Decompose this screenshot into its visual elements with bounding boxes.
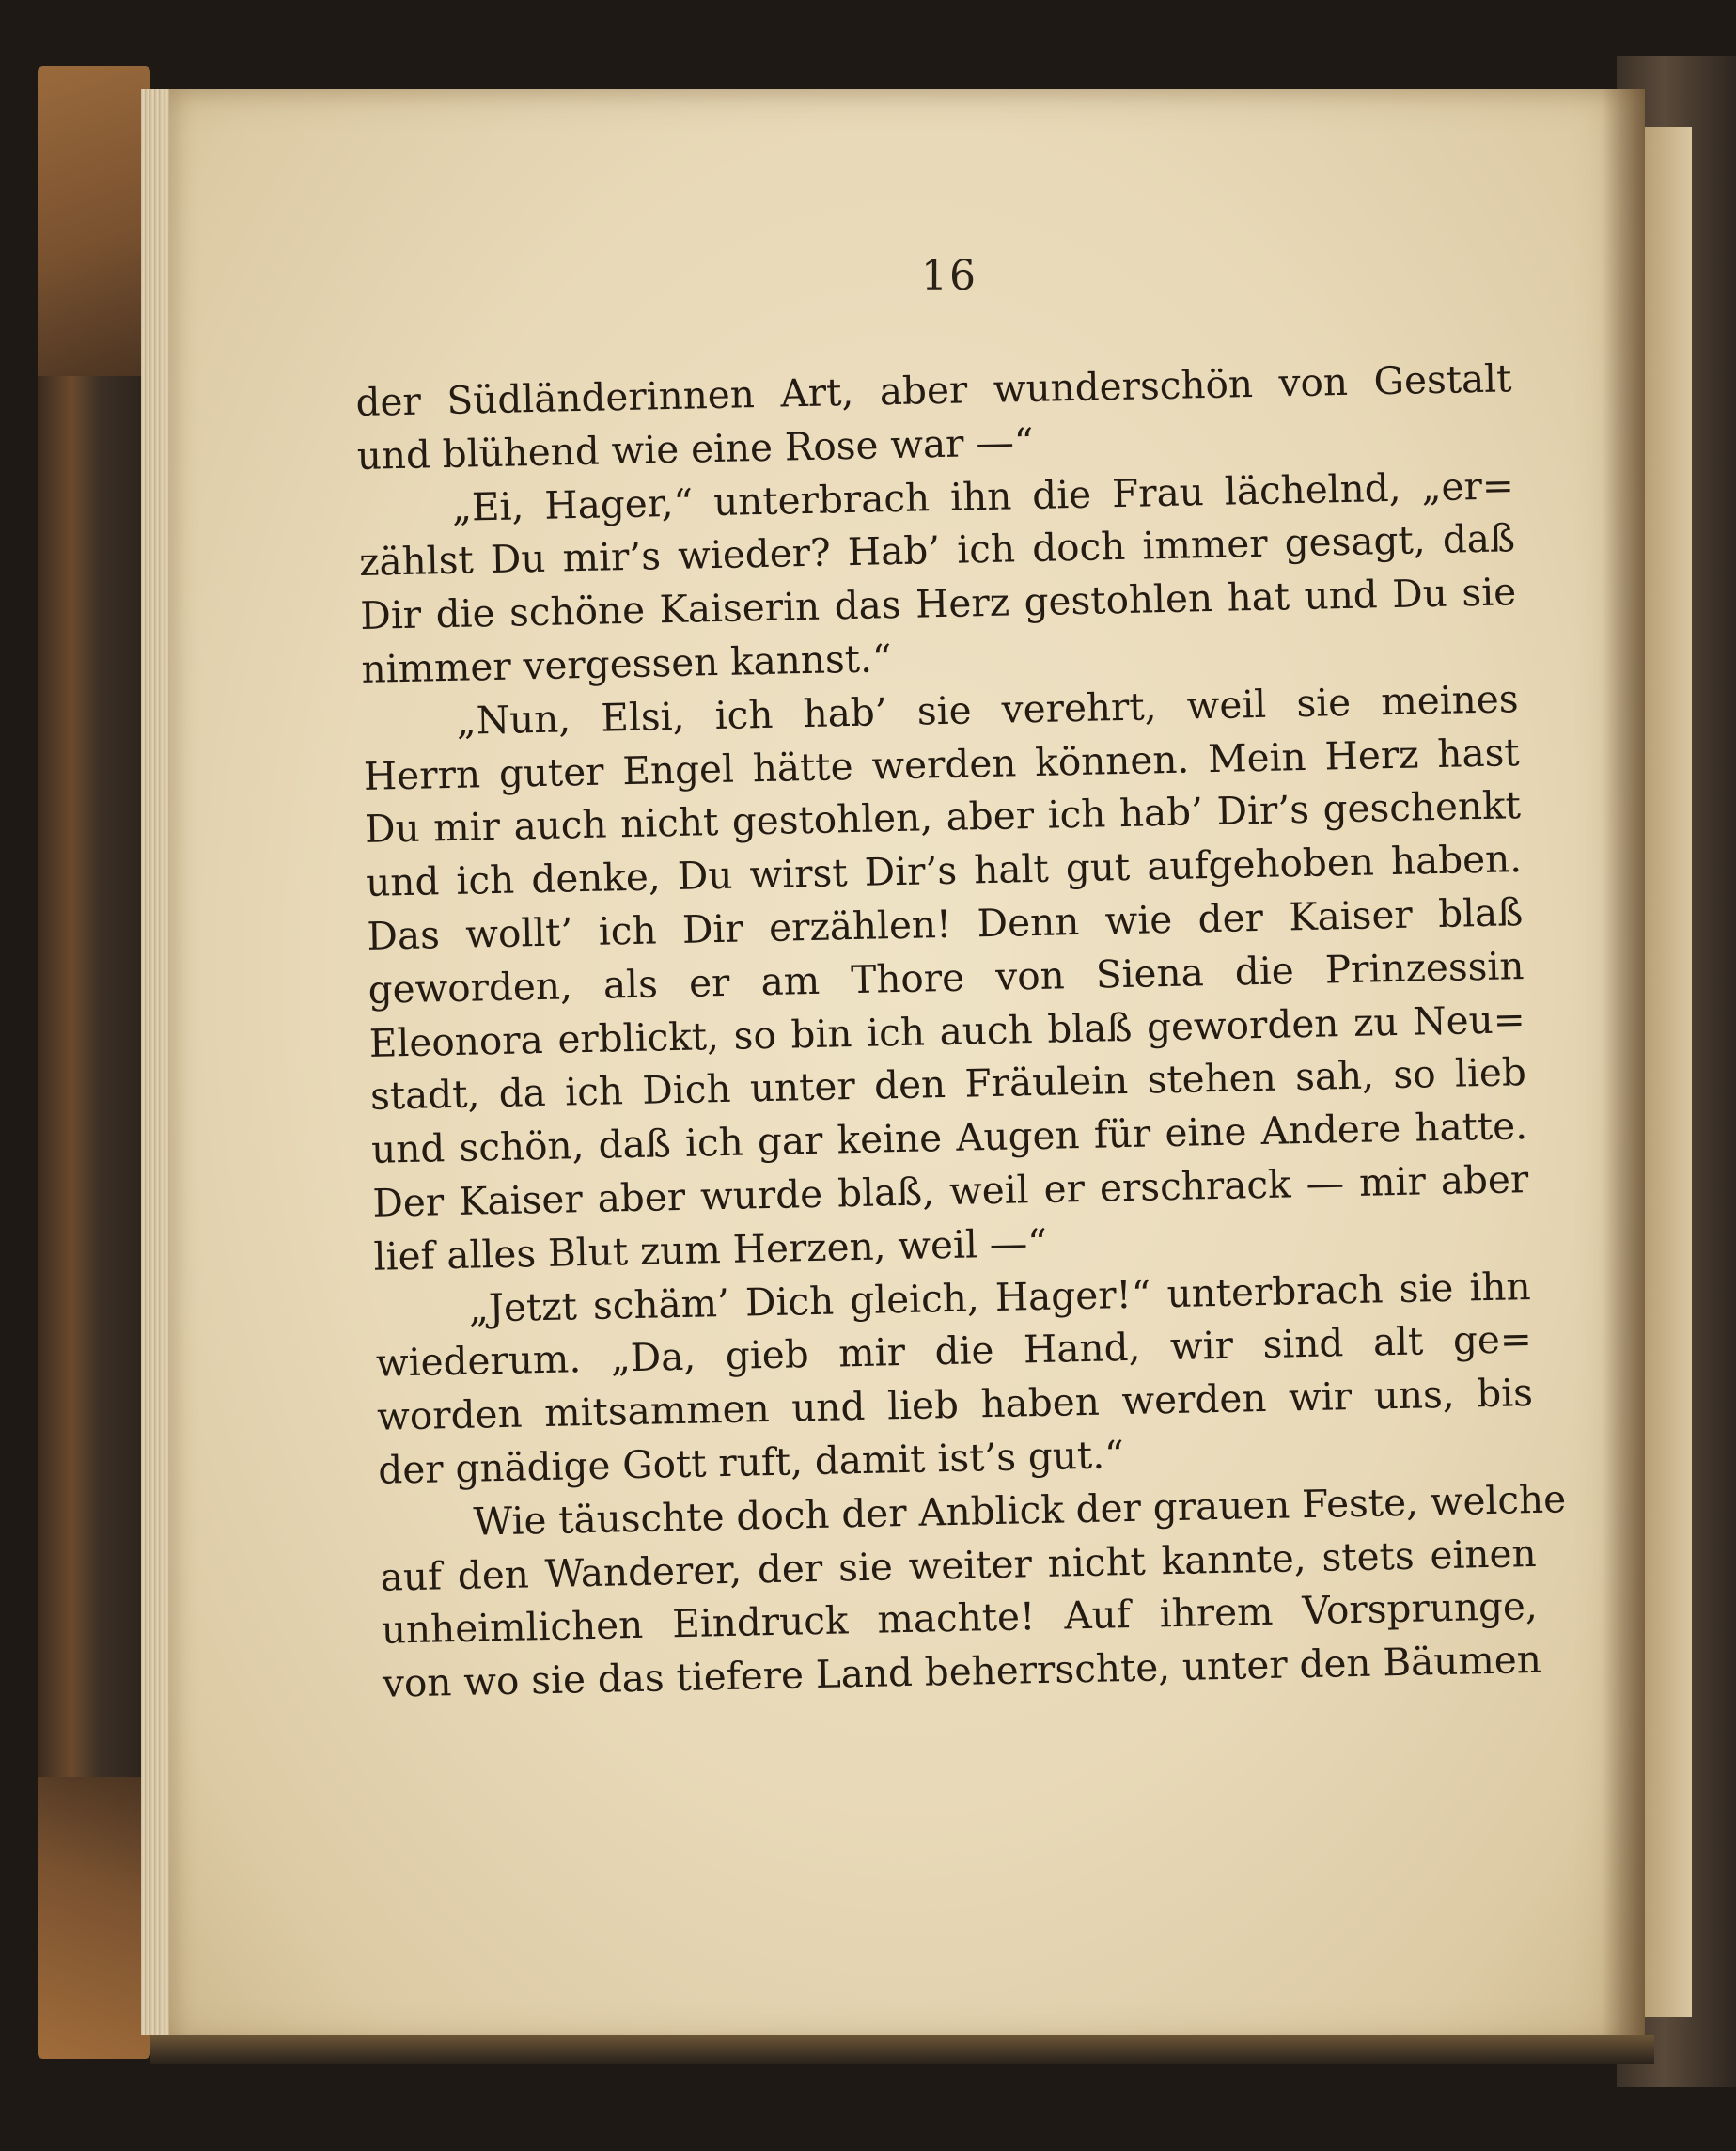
- text-line: Du mir auch nicht gestohlen, aber ich hab’ Dir’s geschenkt: [364, 782, 1522, 853]
- text-line: „Jetzt schäm’ Dich gleich, Hager!“ unterbrach sie ihn: [468, 1263, 1532, 1331]
- text-line: stadt, da ich Dich unter den Fräulein stehen sah, so lieb: [369, 1049, 1527, 1120]
- text-line: unheimlichen Eindruck machte! Auf ihrem Vorsprunge,: [381, 1583, 1539, 1654]
- text-line: auf den Wanderer, der sie weiter nicht kannte, stets einen: [380, 1530, 1537, 1600]
- text-line: Eleonora erblickt, so bin ich auch blaß geworden zu Neu=: [368, 996, 1526, 1066]
- text-line: „Ei, Hager,“ unterbrach ihn die Frau lächelnd, „er=: [451, 462, 1515, 530]
- leather-corner-bottom: [38, 1777, 150, 2059]
- text-line: nimmer vergessen kannst.“: [361, 636, 893, 692]
- text-line: wiederum. „Da, gieb mir die Hand, wir sind alt ge=: [375, 1316, 1533, 1387]
- page-gutter: [1603, 89, 1645, 2045]
- leather-corner-top: [38, 66, 150, 376]
- page-bottom-shadow: [150, 2035, 1654, 2064]
- text-line: Wie täuschte doch der Anblick der grauen Feste, welche: [473, 1476, 1567, 1545]
- body-text: [355, 352, 1567, 1710]
- text-line: lief alles Blut zum Herzen, weil —“: [373, 1219, 1048, 1280]
- text-line: zählst Du mir’s wieder? Hab’ ich doch immer gesagt, daß: [358, 515, 1516, 586]
- page-number: 16: [921, 252, 977, 300]
- text-line: Der Kaiser aber wurde blaß, weil er erschrack — mir aber: [371, 1156, 1529, 1226]
- text-line: der gnädige Gott ruft, damit ist’s gut.“: [377, 1432, 1125, 1493]
- text-line: und schön, daß ich gar keine Augen für eine Andere hatte.: [370, 1103, 1528, 1172]
- text-line: geworden, als er am Thore von Siena die Prinzessin: [368, 942, 1525, 1013]
- text-line: und ich denke, Du wirst Dir’s halt gut aufgehoben haben.: [365, 836, 1523, 906]
- text-line: „Nun, Elsi, ich hab’ sie verehrt, weil sie meines: [456, 675, 1519, 744]
- text-line: Das wollt’ ich Dir erzählen! Denn wie der Kaiser blaß: [366, 889, 1524, 959]
- text-line: Herrn guter Engel hätte werden können. Mein Herz hast: [363, 729, 1521, 799]
- text-line: worden mitsammen und lieb haben werden wir uns, bis: [376, 1370, 1534, 1439]
- text-line: Dir die schöne Kaiserin das Herz gestohlen hat und Du sie: [359, 569, 1517, 639]
- text-line: der Südländerinnen Art, aber wunderschön von Gestalt: [355, 355, 1512, 425]
- book-cover-left: [38, 66, 150, 2059]
- facing-page-edge: [1645, 127, 1692, 2017]
- text-line: und blühend wie eine Rose war —“: [356, 418, 1035, 479]
- text-line: von wo sie das tiefere Land beherrschte, unter den Bäumen: [382, 1637, 1542, 1706]
